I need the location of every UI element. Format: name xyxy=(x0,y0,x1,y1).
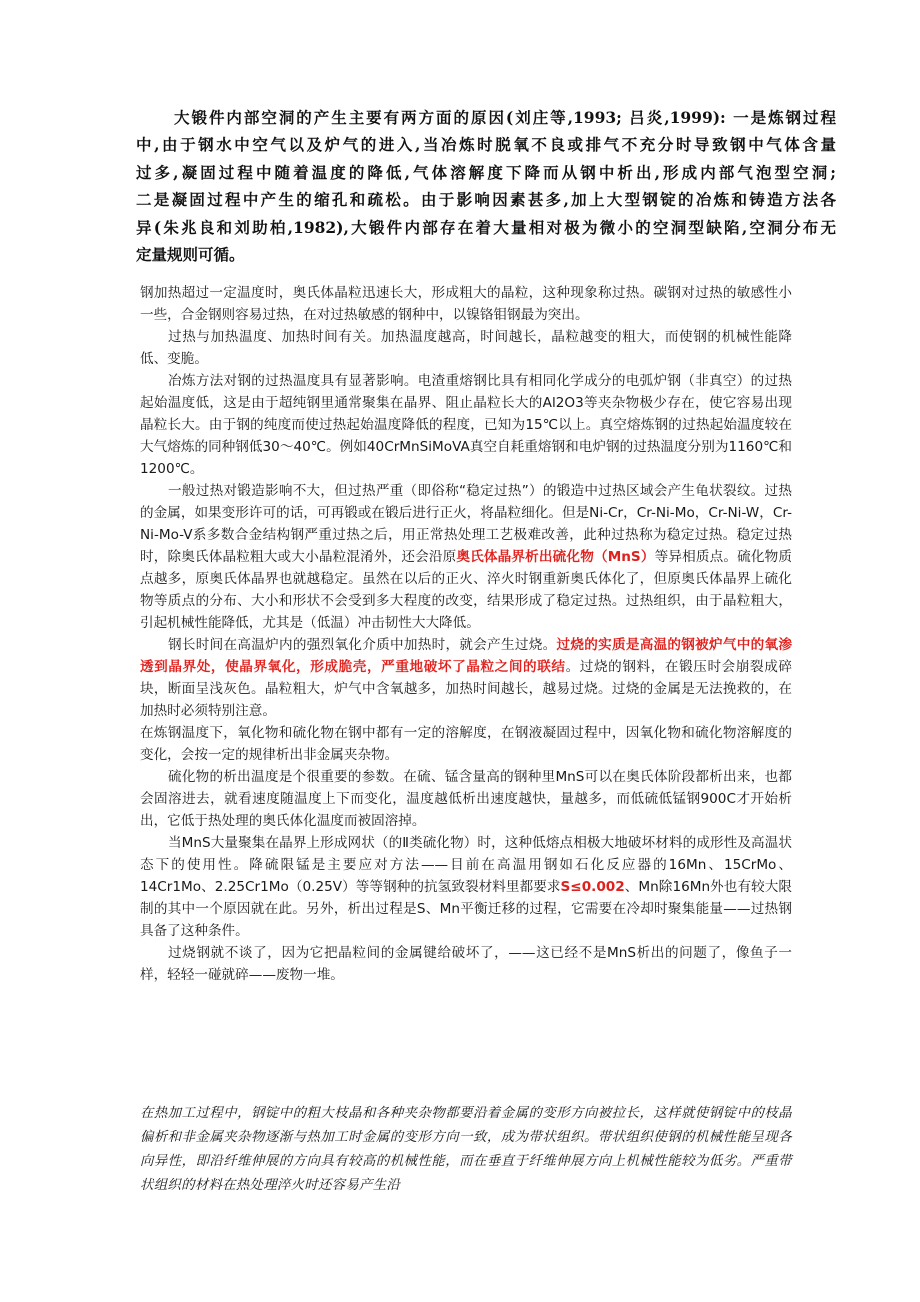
scan-line: 异(朱兆良和刘助柏,1982),大锻件内部存在着大量相对极为微小的空洞型缺陷,空洞分布无 xyxy=(136,217,836,237)
scan-line: 中,由于钢水中空气以及炉气的进入,当冶炼时脱氧不良或排气不充分时导致钢中气体含量 xyxy=(136,135,836,155)
text-segment: 一般过热对锻造影响不大，但过热严重（即俗称“稳定过热”）的锻造中过热区域会产生龟状裂纹。过热的金属，如果变形许可的话，可再锻或在锻后进行正火，将晶粒细化。但是Ni-Cr，Cr-Ni-Mo，Cr-Ni-W，Cr-Ni-Mo-V系多数合金结构钢严重过热之后，用正常热处理工艺极难改善，此种过热称为稳定过热。稳定过热时，除奥氏体晶粒粗大或大小晶粒混淆外，还会沿原 xyxy=(140,483,792,565)
paragraph-overheating: 钢加热超过一定温度时，奥氏体晶粒迅速长大，形成粗大的晶粒，这种现象称过热。碳钢对过热的敏感性小一些，合金钢则容易过热，在对过热敏感的钢种中，以镍铬钼钢最为突出。 xyxy=(140,285,792,323)
scan-line: 二是凝固过程中产生的缩孔和疏松。由于影响因素甚多,加上大型钢锭的冶炼和铸造方法各 xyxy=(136,190,836,210)
paragraph-inclusions: 在炼钢温度下，氧化物和硫化物在钢中都有一定的溶解度，在钢液凝固过程中，因氧化物和硫化物溶解度的变化，会按一定的规律析出非金属夹杂物。 xyxy=(140,725,792,763)
text-segment: 、Mn除16Mn外也有较大限制的其中一个原因就在此。另外，析出过程是S、Mn平衡迁移的过程，它需要在冷却时聚集能量——过热钢具备了这种条件。 xyxy=(140,879,792,939)
paragraph-sulfide-precipitation: 硫化物的析出温度是个很重要的参数。在硫、锰含量高的钢种里MnS可以在奥氏体阶段都析出来，也都会固溶进去，就看速度随温度上下而变化，温度越低析出速度越快，量越多，而低硫低锰钢900C才开始析出，它低于热处理的奥氏体化温度而被固溶掉。 xyxy=(140,769,792,829)
text-segment: 。过烧的钢料，在锻压时会崩裂成碎块，断面呈浅灰色。晶粒粗大，炉气中含氧越多，加热时间越长，越易过烧。过烧的金属是无法挽救的，在加热时必须特别注意。 xyxy=(140,659,793,719)
text-segment: 当MnS大量聚集在晶界上形成网状（的Ⅱ类硫化物）时，这种低熔点相极大地破坏材料的成形性及高温状态下的使用性。降硫限锰是主要应对方法——目前在高温用钢如石化反应器的16Mn、15CrMo、14Cr1Mo、2.25Cr1Mo（0.25V）等等钢种的抗氢致裂材料里都要求 xyxy=(140,835,792,895)
paragraph-overburning xyxy=(140,634,792,722)
paragraph-mns-network xyxy=(140,832,792,942)
paragraph-banded-structure: 在热加工过程中，钢锭中的粗大枝晶和各种夹杂物都要沿着金属的变形方向被拉长，这样就使钢锭中的枝晶偏析和非金属夹杂物逐渐与热加工时金属的变形方向一致，成为带状组织。带状组织使钢的机械性能呈现各向异性，即沿纤维伸展的方向具有较高的机械性能，而在垂直于纤维伸展方向上机械性能较为低劣。严重带状组织的材料在热处理淬火时还容易产生沿 xyxy=(140,1106,792,1193)
scan-line: 大锻件内部空洞的产生主要有两方面的原因(刘庄等,1993; 吕炎,1999): 一是炼钢过程 xyxy=(174,108,836,127)
scanned-excerpt xyxy=(136,104,836,268)
highlight-overburn-essence: 过烧的实质是高温的钢被炉气中的氧渗透到晶界处，使晶界氧化，形成脆壳，严重地破坏了晶粒之间的联结 xyxy=(140,637,793,675)
paragraph-overburned-steel: 过烧钢就不谈了，因为它把晶粒间的金属键给破坏了，——这已经不是MnS析出的问题了，像鱼子一样，轻轻一碰就碎——废物一堆。 xyxy=(140,945,792,983)
text-segment: 钢长时间在高温炉内的强烈氧化介质中加热时，就会产生过烧。 xyxy=(168,637,557,653)
text-segment: 等异相质点。硫化物质点越多，原奥氏体晶界也就越稳定。虽然在以后的正火、淬火时钢重新奥氏体化了，但原奥氏体晶界上硫化物等质点的分布、大小和形状不会受到多大程度的改变，结果形成了稳定过热。过热组织，由于晶粒粗大，引起机械性能降低，尤其是（低温）冲击韧性大大降低。 xyxy=(140,549,793,631)
main-body xyxy=(140,282,792,986)
scan-line: 定量规则可循。 xyxy=(136,245,245,265)
banded-structure-section xyxy=(140,1102,792,1198)
paragraph-stable-overheating xyxy=(140,480,792,634)
scan-line: 过多,凝固过程中随着温度的降低,气体溶解度下降而从钢中析出,形成内部气泡型空洞; xyxy=(136,162,836,182)
highlight-sulfur-limit: S≤0.002 xyxy=(560,879,625,895)
paragraph-smelting-method: 冶炼方法对钢的过热温度具有显著影响。电渣重熔钢比具有相同化学成分的电弧炉钢（非真空）的过热起始温度低，这是由于超纯钢里通常聚集在晶界、阻止晶粒长大的Al2O3等夹杂物极少存在，使它容易出现晶粒长大。由于钢的纯度而使过热起始温度降低的程度，已知为15℃以上。真空熔炼钢的过热起始温度较在大气熔炼的同种钢低30～40℃。例如40CrMnSiMoVA真空自耗重熔钢和电炉钢的过热温度分别为1160℃和1200℃。 xyxy=(140,373,792,477)
paragraph-heating-factors: 过热与加热温度、加热时间有关。加热温度越高，时间越长，晶粒越变的粗大，而使钢的机械性能降低、变脆。 xyxy=(140,329,792,367)
highlight-mns: 奥氏体晶界析出硫化物（MnS） xyxy=(456,549,655,565)
